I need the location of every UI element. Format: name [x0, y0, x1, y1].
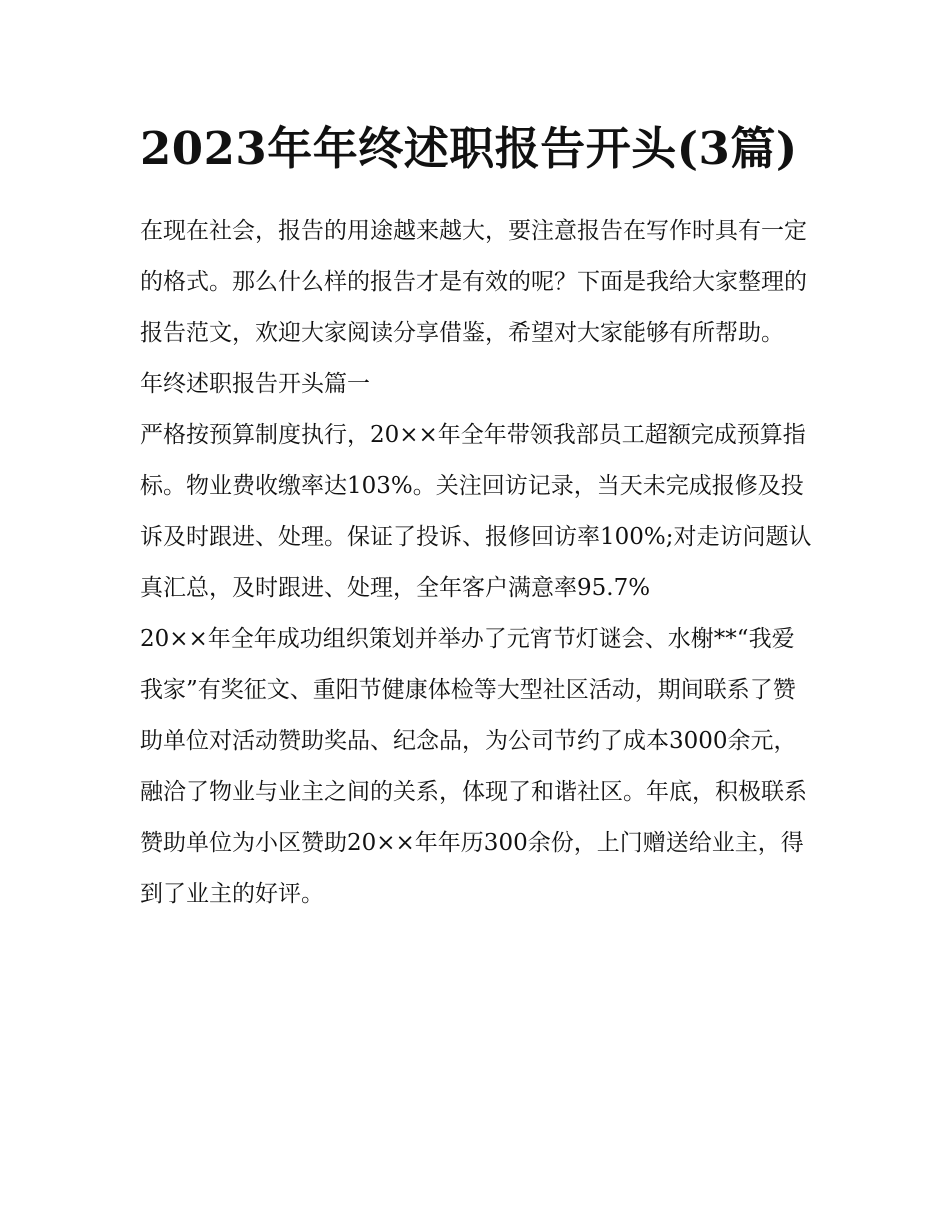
document-body: [140, 206, 812, 920]
document-page: [140, 118, 812, 920]
document-title: 2023年年终述职报告开头(3篇): [140, 122, 798, 175]
body-paragraph-2: 20××年全年成功组织策划并举办了元宵节灯谜会、水榭**“我爱我家”有奖征文、重阳节健康体检等大型社区活动，期间联系了赞助单位对活动赞助奖品、纪念品，为公司节约了成本3000余元，融洽了物业与业主之间的关系，体现了和谐社区。年底，积极联系赞助单位为小区赞助20××年年历300余份，上门赠送给业主，得到了业主的好评。: [140, 626, 807, 907]
section-heading: 年终述职报告开头篇一: [140, 371, 370, 397]
body-paragraph-1: 严格按预算制度执行，20××年全年带领我部员工超额完成预算指标。物业费收缴率达103%。关注回访记录，当天未完成报修及投诉及时跟进、处理。保证了投诉、报修回访率100%;对走访问题认真汇总，及时跟进、处理，全年客户满意率95.7%: [140, 422, 812, 601]
intro-paragraph: 在现在社会，报告的用途越来越大，要注意报告在写作时具有一定的格式。那么什么样的报告才是有效的呢？下面是我给大家整理的报告范文，欢迎大家阅读分享借鉴，希望对大家能够有所帮助。: [140, 218, 807, 346]
